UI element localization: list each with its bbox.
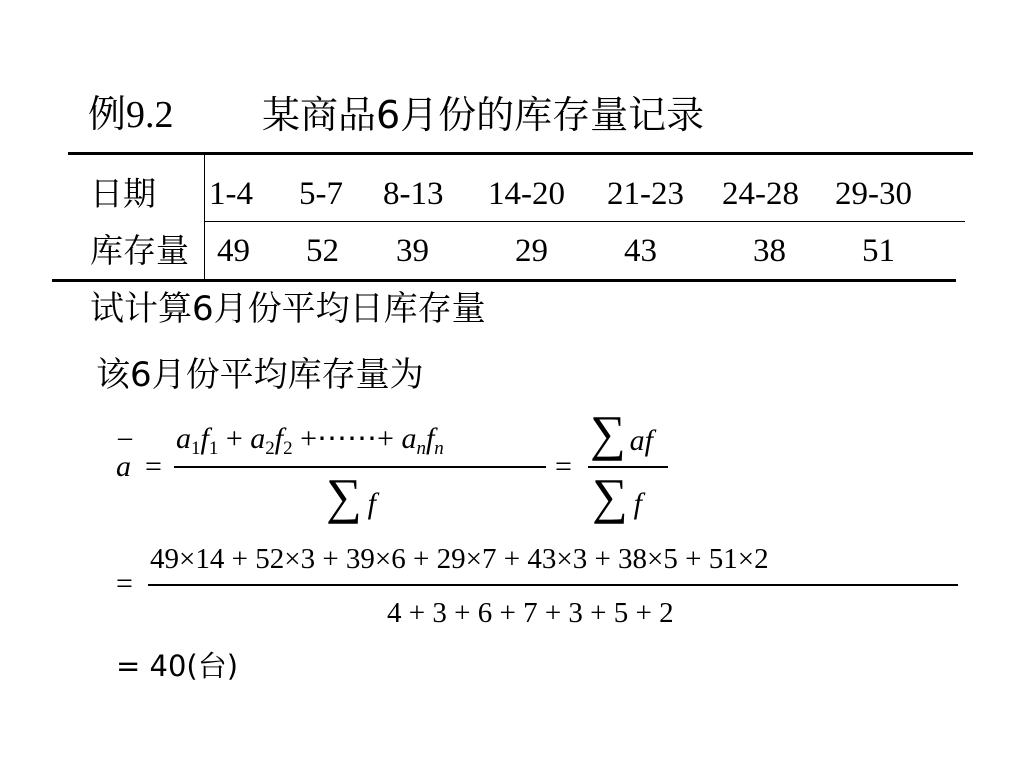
inventory-header: 库存量 [90, 231, 189, 270]
variable-a: a [176, 422, 191, 455]
bar-symbol: – [118, 422, 132, 453]
ellipsis: ⋯⋯ [317, 422, 378, 455]
average-symbol: a [116, 450, 131, 483]
denominator-sum-f [326, 468, 376, 524]
numerator-values: 49×14 + 52×3 + 39×6 + 29×7 + 43×3 + 38×5 + 51×2 [150, 543, 769, 575]
denominator-values: 4 + 3 + 6 + 7 + 3 + 5 + 2 [387, 597, 674, 629]
example-label: 例9.2 [88, 94, 174, 136]
numerator-sum-af [590, 405, 653, 461]
equals-sign: = [116, 567, 133, 600]
equals-sign: = [145, 450, 162, 483]
plus-sign: + [300, 422, 318, 455]
answer-intro-text: 该6月份平均库存量为 [96, 355, 424, 395]
period-cell: 24-28 [722, 176, 799, 212]
subscript-n: n [434, 438, 444, 459]
table-bottom-rule [52, 279, 956, 282]
subscript-2: 2 [265, 438, 275, 459]
subscript-1: 1 [208, 438, 219, 459]
variable-f: f [274, 422, 284, 455]
period-cell: 29-30 [835, 176, 912, 212]
summation-icon: ∑ [592, 468, 628, 524]
period-cell: 14-20 [488, 176, 565, 212]
period-cell: 21-23 [607, 176, 684, 212]
page-title: 某商品6月份的库存量记录 [262, 93, 705, 137]
fraction-bar [148, 584, 958, 586]
subscript-n: n [416, 438, 426, 459]
variable-a: a [250, 422, 266, 455]
value-cell: 43 [624, 233, 657, 269]
plus-sign: + [225, 422, 243, 455]
denominator-sum-f [592, 468, 642, 524]
table-middle-rule [205, 221, 965, 222]
subscript-1: 1 [191, 438, 201, 459]
variable-f: f [633, 487, 642, 520]
numerator-weighted-sum [176, 421, 444, 457]
value-cell: 29 [515, 233, 548, 269]
period-cell: 1-4 [209, 176, 253, 212]
variable-f: f [200, 422, 209, 455]
value-cell: 49 [217, 233, 250, 269]
equals-sign: = [555, 450, 572, 483]
result-text: = 40(台) [116, 649, 239, 683]
variable-a: a [401, 422, 417, 455]
summation-icon: ∑ [590, 405, 626, 461]
value-cell: 39 [396, 233, 429, 269]
plus-sign: + [377, 422, 394, 455]
variable-f: f [425, 422, 435, 455]
period-cell: 5-7 [299, 176, 343, 212]
value-cell: 38 [753, 233, 786, 269]
variable-f: f [367, 487, 376, 520]
table-column-divider [204, 155, 205, 279]
value-cell: 51 [862, 233, 895, 269]
subscript-2: 2 [283, 438, 293, 459]
summation-icon: ∑ [326, 468, 362, 524]
date-header: 日期 [90, 174, 156, 213]
question-text: 试计算6月份平均日库存量 [90, 289, 486, 329]
period-cell: 8-13 [383, 176, 444, 212]
variable-af: af [629, 424, 653, 457]
value-cell: 52 [306, 233, 339, 269]
